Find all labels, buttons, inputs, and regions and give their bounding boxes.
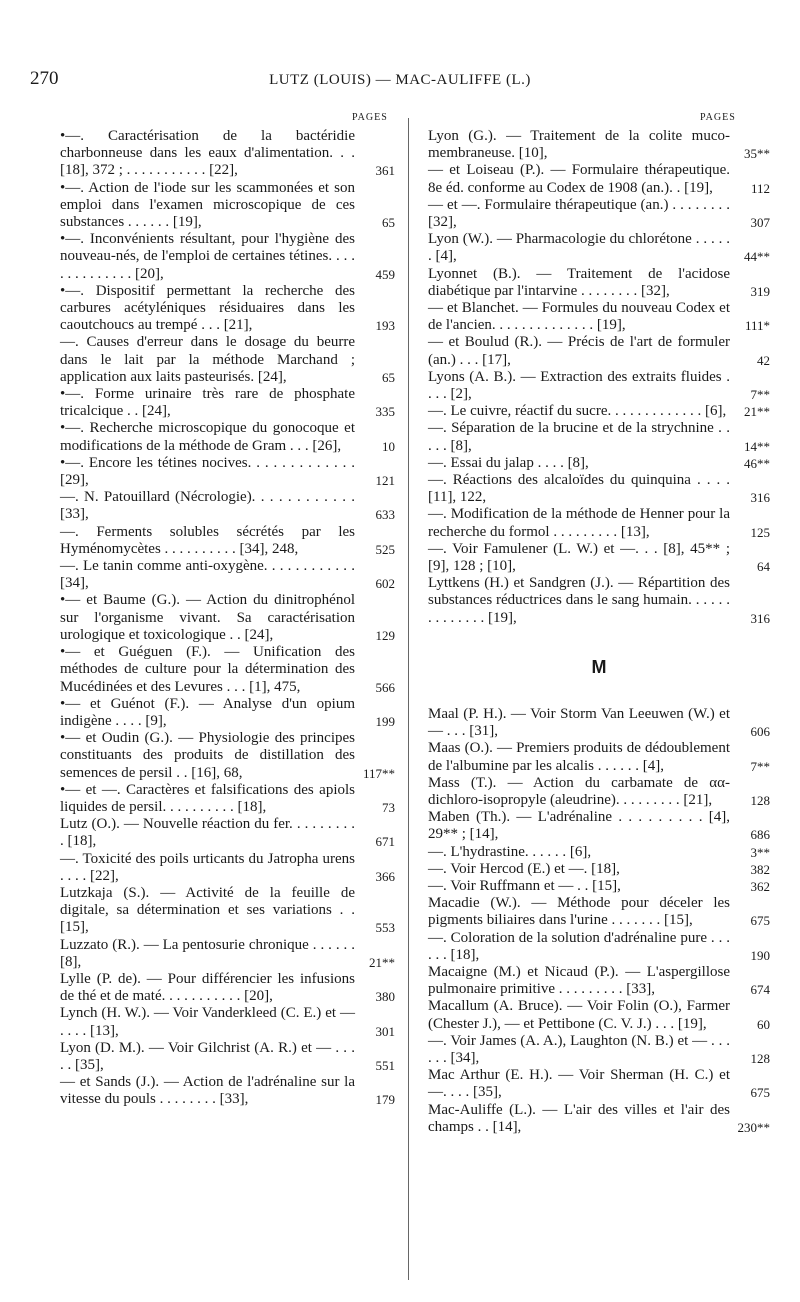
entry-page-number: 112 [750,180,770,196]
entry-page-number: 362 [750,878,770,894]
entry-text: Maben (Th.). — L'adrénaline . . . . . . . . . [4], 29** ; [14], [428,809,730,843]
right-column-l-entries [428,128,770,627]
entry-text: —. Réactions des alcaloïdes du quinquina . . . . [11], 122, [428,472,730,506]
entry-page-number: 121 [375,473,395,489]
entry-page-number: 382 [750,861,770,877]
entry-text: —. Voir Hercod (E.) et —. [18], [428,860,620,877]
entry-page-number: 553 [375,920,395,936]
entry-page-number: 64 [757,559,770,575]
entry-text: Lylle (P. de). — Pour différencier les infusions de thé et de maté. . . . . . . . . . . [20], [60,970,355,1005]
index-entry [428,403,770,420]
index-entry [60,971,395,1005]
entry-page-number: 14** [744,438,770,454]
index-entry [60,816,395,850]
page-header [0,68,800,98]
entry-text: — et Loiseau (P.). — Formulaire thérapeutique. 8e éd. conforme au Codex de 1908 (an.). . [19], [428,162,730,196]
entry-text: Lyon (G.). — Traitement de la colite muco-membraneuse. [10], [428,128,730,162]
entry-page-number: 551 [375,1057,395,1073]
entry-text: —. Voir Famulener (L. W.) et —. . . [8], 45** ; [9], 128 ; [10], [428,540,730,575]
index-entry [428,998,770,1032]
right-column-m-entries [428,706,770,1136]
index-entry [428,369,770,403]
entry-page-number: 307 [750,215,770,231]
entry-text: Lutzkaja (S.). — Activité de la feuille de digitale, sa détermination et ses variations . . [15], [60,884,355,936]
index-entry [60,231,395,283]
index-entry [428,334,770,368]
entry-page-number: 3** [750,844,770,860]
entry-text: —. N. Patouillard (Nécrologie). . . . . . . . . . . . [33], [60,489,355,523]
entry-page-number: 366 [375,868,395,884]
entry-page-number: 316 [750,490,770,506]
entry-page-number: 301 [375,1023,395,1039]
index-entry [428,861,770,878]
index-entry [60,1005,395,1039]
index-entry [428,300,770,334]
entry-page-number: 46** [744,455,770,471]
entry-page-number: 35** [744,146,770,162]
running-head: LUTZ (LOUIS) — MAC-AULIFFE (L.) [269,72,531,88]
entry-page-number: 633 [375,507,395,523]
entry-text: Lyons (A. B.). — Extraction des extraits fluides . . . . [2], [428,368,730,403]
index-entry [428,162,770,196]
index-entry [428,1102,770,1136]
entry-page-number: 60 [757,1016,770,1032]
entry-page-number: 459 [375,266,395,282]
entry-text: —. Ferments solubles sécrétés par les Hyménomycètes . . . . . . . . . . [34], 248, [60,523,355,557]
entry-page-number: 65 [382,215,395,231]
index-entry [428,197,770,231]
index-entry [428,506,770,540]
index-entry [60,696,395,730]
entry-text: —. Modification de la méthode de Henner pour la recherche du formol . . . . . . . . . [13], [428,506,730,540]
entry-text: Lyttkens (H.) et Sandgren (J.). — Répartition des substances réductrices dans le sang humain. . . . . . . . . . . . . . [19], [428,575,730,626]
entry-page-number: 128 [750,792,770,808]
index-entry [428,128,770,162]
index-entry [428,809,770,843]
entry-page-number: 129 [375,627,395,643]
left-column [60,128,395,1109]
index-entry [60,851,395,885]
entry-page-number: 606 [750,724,770,740]
index-entry [428,740,770,774]
entry-text: •— et Oudin (G.). — Physiologie des principes constituants des produits de distillation des semences de persil . . [16], 68, [60,730,355,781]
entry-text: •—. Encore les tétines nocives. . . . . . . . . . . . . [29], [60,454,355,489]
entry-text: •—. Forme urinaire très rare de phosphate tricalcique . . [24], [60,386,355,420]
entry-text: —. Voir Ruffmann et — . . [15], [428,877,621,894]
entry-page-number: 230** [737,1119,770,1135]
entry-text: Lynch (H. W.). — Voir Vanderkleed (C. E.) et — . . . . [13], [60,1005,355,1039]
index-entry [428,844,770,861]
entry-text: Mac Arthur (E. H.). — Voir Sherman (H. C.) et —. . . . [35], [428,1067,730,1101]
index-entry [60,283,395,335]
entry-page-number: 190 [750,947,770,963]
entry-page-number: 674 [750,982,770,998]
entry-page-number: 125 [750,524,770,540]
entry-page-number: 128 [750,1050,770,1066]
entry-text: •—. Inconvénients résultant, pour l'hygiène des nouveau-nés, de l'emploi de certaines tétines. . . . . . . . . . . . . . [20], [60,231,355,282]
entry-text: — et —. Formulaire thérapeutique (an.) . . . . . . . . [32], [428,196,730,231]
index-entry [60,334,395,386]
entry-text: •— et —. Caractères et falsifications des apiols liquides de persil. . . . . . . . . . [18], [60,781,355,815]
index-entry [60,1074,395,1108]
index-entry [60,730,395,782]
entry-text: Maal (P. H.). — Voir Storm Van Leeuwen (W.) et — . . . [31], [428,705,730,740]
entry-page-number: 65 [382,369,395,385]
entry-text: •—. Dispositif permettant la recherche des carbures acétyléniques résiduaires dans les caoutchoucs au trempé . . . [21], [60,282,355,334]
entry-text: —. Coloration de la solution d'adrénaline pure . . . . . . [18], [428,929,730,963]
index-entry [60,386,395,420]
right-column [428,128,770,1136]
entry-page-number: 21** [369,954,395,970]
entry-page-number: 335 [375,404,395,420]
entry-page-number: 380 [375,989,395,1005]
entry-text: —. Essai du jalap . . . . [8], [428,454,589,471]
entry-text: Luzzato (R.). — La pentosurie chronique . . . . . . [8], [60,936,355,970]
entry-text: •— et Baume (G.). — Action du dinitrophénol sur l'organisme vivant. Sa caractérisation urologique et toxicologique . . [24], [60,592,355,643]
index-entry [60,128,395,180]
entry-text: Lyonnet (B.). — Traitement de l'acidose diabétique par l'intarvine . . . . . . . . [32], [428,265,730,299]
entry-text: —. Le cuivre, réactif du sucre. . . . . . . . . . . . . [6], [428,403,727,420]
entry-text: Macadie (W.). — Méthode pour déceler les pigments biliaires dans l'urine . . . . . . . [15], [428,895,730,929]
entry-text: Mass (T.). — Action du carbamate de αα-dichloro-isopropyle (aleudrine). . . . . . . . . [21], [428,774,730,808]
pages-label-right: PAGES [700,112,736,123]
entry-page-number: 525 [375,541,395,557]
entry-page-number: 179 [375,1092,395,1108]
entry-text: Mac-Auliffe (L.). — L'air des villes et l'air des champs . . [14], [428,1101,730,1135]
index-entry [428,575,770,627]
index-entry [428,706,770,740]
entry-text: —. L'hydrastine. . . . . . [6], [428,843,592,860]
entry-text: — et Blanchet. — Formules du nouveau Codex et de l'ancien. . . . . . . . . . . . . . [19], [428,300,730,334]
entry-page-number: 199 [375,713,395,729]
index-entry [428,455,770,472]
index-entry [428,1033,770,1067]
index-entry [60,180,395,232]
index-entry [428,775,770,809]
section-letter-m: M [591,656,607,677]
entry-text: —. Voir James (A. A.), Laughton (N. B.) et — . . . . . . [34], [428,1032,730,1066]
index-entry [60,592,395,644]
entry-page-number: 686 [750,827,770,843]
entry-page-number: 42 [757,352,770,368]
entry-page-number: 117** [362,765,395,781]
index-entry [428,266,770,300]
index-entry [428,420,770,454]
entry-text: •— et Guéguen (F.). — Unification des méthodes de culture pour la détermination des Mucédinées et des Levures . . . [1], 475, [60,644,355,695]
entry-page-number: 73 [382,799,395,815]
entry-text: •— et Guénot (F.). — Analyse d'un opium indigène . . . . [9], [60,695,355,729]
column-divider [408,118,409,1280]
entry-page-number: 111* [744,318,770,334]
entry-text: Macaigne (M.) et Nicaud (P.). — L'aspergillose pulmonaire primitive . . . . . . . . . [33], [428,963,730,998]
index-entry [60,455,395,489]
index-entry [428,541,770,575]
entry-page-number: 675 [750,1085,770,1101]
index-entry [428,964,770,998]
entry-text: — et Boulud (R.). — Précis de l'art de formuler (an.) . . . [17], [428,334,730,368]
index-entry [60,937,395,971]
entry-text: Lyon (D. M.). — Voir Gilchrist (A. R.) et — . . . . . [35], [60,1039,355,1073]
entry-page-number: 7** [750,387,770,403]
index-entry [428,472,770,506]
entry-page-number: 7** [750,758,770,774]
entry-text: —. Séparation de la brucine et de la strychnine . . . . . [8], [428,420,730,454]
index-entry [60,1040,395,1074]
entry-page-number: 602 [375,576,395,592]
index-entry [60,885,395,937]
entry-page-number: 316 [750,610,770,626]
entry-text: •—. Action de l'iode sur les scammonées et son emploi dans l'examen microscopique de ces substances . . . . . . [19], [60,179,355,231]
index-entry [428,930,770,964]
entry-page-number: 566 [375,679,395,695]
entry-text: Lutz (O.). — Nouvelle réaction du fer. . . . . . . . . . [18], [60,816,355,850]
page-number: 270 [30,68,59,89]
index-entry [428,895,770,929]
entry-page-number: 675 [750,913,770,929]
index-entry [60,558,395,592]
entry-text: —. Causes d'erreur dans le dosage du beurre dans le lait par la méthode Marchand ; application aux laits pasteurisés. [24], [60,334,355,385]
index-entry [428,231,770,265]
entry-text: •—. Caractérisation de la bactéridie charbonneuse dans les eaux d'alimentation. . . [18], 372 ; . . . . . . . . . . . [22], [60,128,355,179]
index-entry [60,489,395,523]
entry-text: —. Le tanin comme anti-oxygène. . . . . . . . . . . . [34], [60,558,355,592]
entry-page-number: 193 [375,318,395,334]
entry-text: •—. Recherche microscopique du gonocoque et modifications de la méthode de Gram . . . [26], [60,420,355,454]
index-entry [428,1067,770,1101]
entry-page-number: 671 [375,834,395,850]
index-entry [428,878,770,895]
entry-page-number: 10 [382,438,395,454]
entry-page-number: 361 [375,163,395,179]
index-entry [60,644,395,696]
entry-page-number: 44** [744,249,770,265]
pages-label-left: PAGES [352,112,388,123]
index-entry [60,782,395,816]
entry-text: — et Sands (J.). — Action de l'adrénaline sur la vitesse du pouls . . . . . . . . [33], [60,1074,355,1108]
index-entry [60,420,395,454]
index-entry [60,524,395,558]
entry-text: Maas (O.). — Premiers produits de dédoublement de l'albumine par les alcalis . . . . . . [4], [428,740,730,774]
entry-text: —. Toxicité des poils urticants du Jatropha urens . . . . [22], [60,850,355,884]
entry-page-number: 21** [744,404,770,420]
entry-page-number: 319 [750,283,770,299]
entry-text: Macallum (A. Bruce). — Voir Folin (O.), Farmer (Chester J.), — et Pettibone (C. V. J.) . . . [19], [428,998,730,1032]
entry-text: Lyon (W.). — Pharmacologie du chlorétone . . . . . . [4], [428,231,730,265]
